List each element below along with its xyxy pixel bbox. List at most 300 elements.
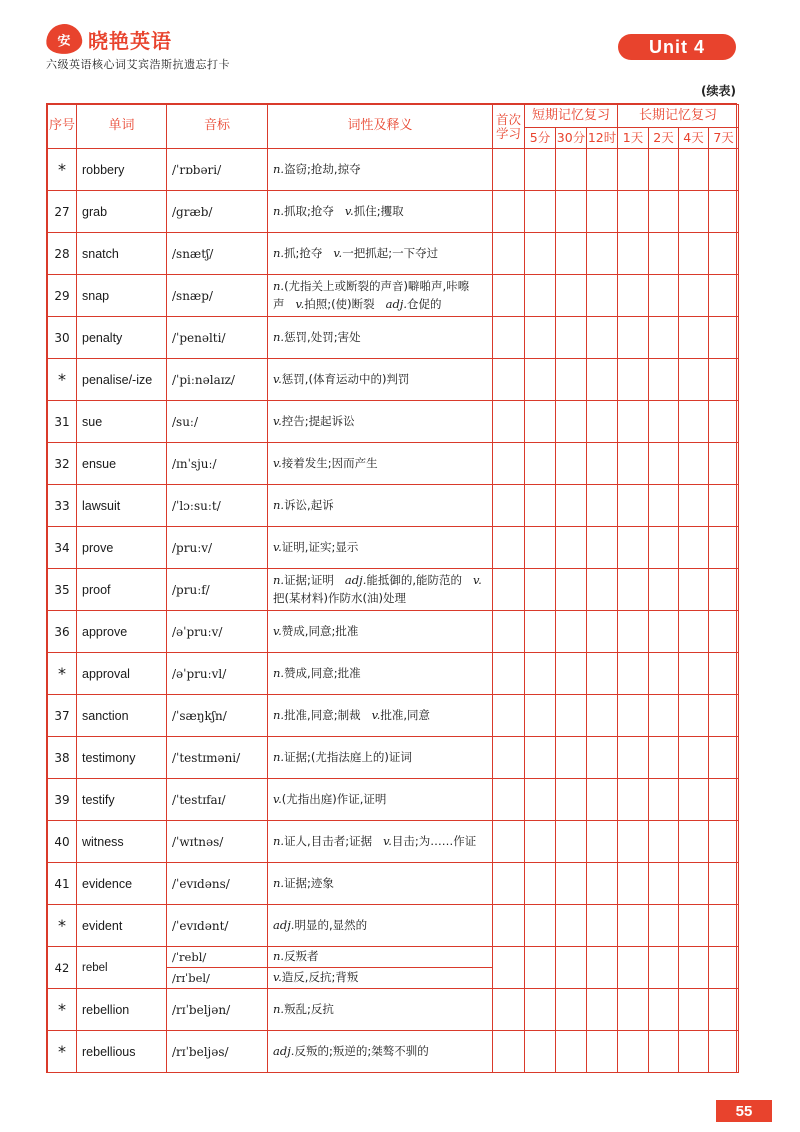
checkbox-review-5min[interactable] xyxy=(525,191,556,233)
checkbox-review-12h[interactable] xyxy=(587,947,618,989)
checkbox-review-2day[interactable] xyxy=(649,737,679,779)
checkbox-review-5min[interactable] xyxy=(525,275,556,317)
phonetic: /pruːf/ xyxy=(167,569,268,611)
checkbox-review-1day[interactable] xyxy=(618,779,649,821)
checkbox-review-30min[interactable] xyxy=(556,905,587,947)
definition xyxy=(268,821,493,863)
checkbox-review-12h[interactable] xyxy=(587,1031,618,1073)
part-of-speech: v. xyxy=(273,791,282,806)
checkbox-review-4day[interactable] xyxy=(679,527,709,569)
definition xyxy=(268,317,493,359)
checkbox-review-30min[interactable] xyxy=(556,695,587,737)
checkbox-review-7day[interactable] xyxy=(709,905,739,947)
checkbox-review-2day[interactable] xyxy=(649,695,679,737)
row-index: 38 xyxy=(48,737,77,779)
phonetic: /ˈpenəlti/ xyxy=(167,317,268,359)
checkbox-review-2day[interactable] xyxy=(649,905,679,947)
meaning-text: 证明,证实;显示 xyxy=(281,539,359,554)
checkbox-review-2day[interactable] xyxy=(649,611,679,653)
checkbox-review-12h[interactable] xyxy=(587,485,618,527)
checkbox-review-5min[interactable] xyxy=(525,695,556,737)
meaning-text: 批准,同意;制裁 xyxy=(284,707,361,722)
row-index: 27 xyxy=(48,191,77,233)
table-row xyxy=(48,233,739,275)
checkbox-review-30min[interactable] xyxy=(556,233,587,275)
table-row xyxy=(48,611,739,653)
row-index: 30 xyxy=(48,317,77,359)
checkbox-review-2day[interactable] xyxy=(649,275,679,317)
checkbox-review-1day[interactable] xyxy=(618,611,649,653)
table-row xyxy=(48,401,739,443)
part-of-speech: v. xyxy=(273,413,282,428)
checkbox-review-30min[interactable] xyxy=(556,359,587,401)
checkbox-review-1day[interactable] xyxy=(618,149,649,191)
phonetic: /rɪˈbeljən/ xyxy=(167,989,268,1031)
checkbox-review-7day[interactable] xyxy=(709,989,739,1031)
checkbox-review-5min[interactable] xyxy=(525,233,556,275)
checkbox-review-7day[interactable] xyxy=(709,611,739,653)
checkbox-review-5min[interactable] xyxy=(525,653,556,695)
checkbox-review-1day[interactable] xyxy=(618,947,649,989)
checkbox-first-study[interactable] xyxy=(493,149,525,191)
checkbox-review-4day[interactable] xyxy=(679,443,709,485)
part-of-speech: adj. xyxy=(273,1043,295,1058)
meaning-text: 把(某材料)作防水(油)处理 xyxy=(273,590,406,605)
checkbox-review-12h[interactable] xyxy=(587,737,618,779)
checkbox-review-5min[interactable] xyxy=(525,863,556,905)
checkbox-review-1day[interactable] xyxy=(618,527,649,569)
checkbox-review-30min[interactable] xyxy=(556,443,587,485)
header-30min: 30分 xyxy=(556,128,587,149)
row-index: 37 xyxy=(48,695,77,737)
checkbox-review-4day[interactable] xyxy=(679,905,709,947)
checkbox-first-study[interactable] xyxy=(493,653,525,695)
checkbox-review-5min[interactable] xyxy=(525,905,556,947)
checkbox-first-study[interactable] xyxy=(493,989,525,1031)
checkbox-review-4day[interactable] xyxy=(679,569,709,611)
checkbox-review-12h[interactable] xyxy=(587,779,618,821)
row-index: * xyxy=(48,359,77,401)
checkbox-review-30min[interactable] xyxy=(556,653,587,695)
checkbox-review-4day[interactable] xyxy=(679,1031,709,1073)
phonetic: /ˈtestɪməni/ xyxy=(167,737,268,779)
word: penalise/-ize xyxy=(77,359,167,401)
part-of-speech: adj. xyxy=(344,572,367,587)
checkbox-first-study[interactable] xyxy=(493,821,525,863)
table-row xyxy=(48,905,739,947)
checkbox-review-1day[interactable] xyxy=(618,653,649,695)
header-1day: 1天 xyxy=(618,128,649,149)
checkbox-review-12h[interactable] xyxy=(587,359,618,401)
checkbox-first-study[interactable] xyxy=(493,947,525,989)
vocabulary-table xyxy=(46,103,737,1073)
checkbox-review-5min[interactable] xyxy=(525,779,556,821)
checkbox-review-30min[interactable] xyxy=(556,191,587,233)
word: ensue xyxy=(77,443,167,485)
checkbox-review-4day[interactable] xyxy=(679,821,709,863)
header-7day: 7天 xyxy=(709,128,739,149)
checkbox-review-12h[interactable] xyxy=(587,905,618,947)
phonetic: /ˈevɪdənt/ xyxy=(167,905,268,947)
meaning-text: 惩罚,(体育运动中的)判罚 xyxy=(281,371,410,386)
word: sanction xyxy=(77,695,167,737)
checkbox-review-4day[interactable] xyxy=(679,317,709,359)
checkbox-review-2day[interactable] xyxy=(649,569,679,611)
row-index: * xyxy=(48,653,77,695)
checkbox-review-1day[interactable] xyxy=(618,401,649,443)
table-row xyxy=(48,1031,739,1073)
checkbox-review-5min[interactable] xyxy=(525,569,556,611)
checkbox-review-5min[interactable] xyxy=(525,611,556,653)
word: penalty xyxy=(77,317,167,359)
checkbox-review-2day[interactable] xyxy=(649,233,679,275)
word: rebellion xyxy=(77,989,167,1031)
definition xyxy=(268,191,493,233)
table-row xyxy=(48,527,739,569)
table-row xyxy=(48,821,739,863)
checkbox-first-study[interactable] xyxy=(493,779,525,821)
checkbox-review-7day[interactable] xyxy=(709,653,739,695)
checkbox-review-1day[interactable] xyxy=(618,485,649,527)
checkbox-review-5min[interactable] xyxy=(525,947,556,989)
checkbox-review-5min[interactable] xyxy=(525,485,556,527)
checkbox-review-30min[interactable] xyxy=(556,1031,587,1073)
table-row xyxy=(48,275,739,317)
header-12h: 12时 xyxy=(587,128,618,149)
checkbox-review-30min[interactable] xyxy=(556,821,587,863)
checkbox-review-4day[interactable] xyxy=(679,779,709,821)
checkbox-review-4day[interactable] xyxy=(679,191,709,233)
checkbox-first-study[interactable] xyxy=(493,317,525,359)
checkbox-review-2day[interactable] xyxy=(649,947,679,989)
meaning-text: 能抵御的,能防范的 xyxy=(366,572,463,587)
checkbox-review-30min[interactable] xyxy=(556,737,587,779)
word: approval xyxy=(77,653,167,695)
checkbox-review-2day[interactable] xyxy=(649,191,679,233)
header-short-review: 短期记忆复习 xyxy=(525,105,618,128)
checkbox-review-30min[interactable] xyxy=(556,527,587,569)
definition xyxy=(268,695,493,737)
checkbox-first-study[interactable] xyxy=(493,905,525,947)
checkbox-first-study[interactable] xyxy=(493,359,525,401)
checkbox-review-30min[interactable] xyxy=(556,611,587,653)
checkbox-review-5min[interactable] xyxy=(525,1031,556,1073)
checkbox-review-4day[interactable] xyxy=(679,611,709,653)
book-subtitle: 六级英语核心词艾宾浩斯抗遗忘打卡 xyxy=(46,58,230,71)
meaning-text: 一把抓起;一下夺过 xyxy=(342,245,439,260)
part-of-speech: v. xyxy=(273,970,282,985)
meaning-text: 证据;证明 xyxy=(284,572,334,587)
checkbox-first-study[interactable] xyxy=(493,1031,525,1073)
header-index: 序号 xyxy=(48,105,77,149)
row-index: 42 xyxy=(48,947,77,989)
checkbox-review-7day[interactable] xyxy=(709,779,739,821)
checkbox-review-4day[interactable] xyxy=(679,863,709,905)
meaning-text: 证据;迹象 xyxy=(284,875,334,890)
checkbox-review-1day[interactable] xyxy=(618,569,649,611)
checkbox-review-1day[interactable] xyxy=(618,989,649,1031)
part-of-speech: n. xyxy=(273,707,285,722)
row-index: * xyxy=(48,905,77,947)
checkbox-review-30min[interactable] xyxy=(556,947,587,989)
checkbox-review-7day[interactable] xyxy=(709,863,739,905)
row-index: 33 xyxy=(48,485,77,527)
checkbox-review-5min[interactable] xyxy=(525,527,556,569)
checkbox-review-7day[interactable] xyxy=(709,947,739,989)
checkbox-review-1day[interactable] xyxy=(618,863,649,905)
checkbox-review-30min[interactable] xyxy=(556,275,587,317)
checkbox-review-1day[interactable] xyxy=(618,233,649,275)
definition xyxy=(268,149,493,191)
checkbox-review-7day[interactable] xyxy=(709,317,739,359)
checkbox-review-7day[interactable] xyxy=(709,569,739,611)
checkbox-review-5min[interactable] xyxy=(525,737,556,779)
checkbox-review-12h[interactable] xyxy=(587,317,618,359)
meaning-text: 接着发生;因而产生 xyxy=(281,455,378,470)
phonetic: /snæp/ xyxy=(167,275,268,317)
checkbox-first-study[interactable] xyxy=(493,275,525,317)
checkbox-review-7day[interactable] xyxy=(709,443,739,485)
definition xyxy=(268,947,493,968)
checkbox-first-study[interactable] xyxy=(493,233,525,275)
meaning-text: 抓取;抢夺 xyxy=(284,203,334,218)
header-5min: 5分 xyxy=(525,128,556,149)
continued-label: (续表) xyxy=(701,84,736,98)
row-index: * xyxy=(48,1031,77,1073)
checkbox-review-30min[interactable] xyxy=(556,863,587,905)
checkbox-first-study[interactable] xyxy=(493,191,525,233)
word: evident xyxy=(77,905,167,947)
checkbox-review-30min[interactable] xyxy=(556,317,587,359)
header-long-review: 长期记忆复习 xyxy=(618,105,739,128)
checkbox-review-2day[interactable] xyxy=(649,485,679,527)
definition xyxy=(268,485,493,527)
header-ipa: 音标 xyxy=(167,105,268,149)
checkbox-review-12h[interactable] xyxy=(587,611,618,653)
checkbox-review-7day[interactable] xyxy=(709,191,739,233)
row-index: 31 xyxy=(48,401,77,443)
table-row xyxy=(48,863,739,905)
checkbox-review-12h[interactable] xyxy=(587,443,618,485)
checkbox-review-7day[interactable] xyxy=(709,233,739,275)
logo-mark: 安 xyxy=(45,22,84,56)
row-index: * xyxy=(48,149,77,191)
checkbox-review-12h[interactable] xyxy=(587,527,618,569)
checkbox-review-2day[interactable] xyxy=(649,779,679,821)
checkbox-review-1day[interactable] xyxy=(618,695,649,737)
checkbox-review-12h[interactable] xyxy=(587,653,618,695)
row-index: * xyxy=(48,989,77,1031)
checkbox-review-5min[interactable] xyxy=(525,821,556,863)
part-of-speech: n. xyxy=(273,833,285,848)
checkbox-first-study[interactable] xyxy=(493,611,525,653)
header-definition: 词性及释义 xyxy=(268,105,493,149)
checkbox-review-5min[interactable] xyxy=(525,401,556,443)
row-index: 29 xyxy=(48,275,77,317)
table-row xyxy=(48,317,739,359)
phonetic: /ɪnˈsjuː/ xyxy=(167,443,268,485)
checkbox-review-2day[interactable] xyxy=(649,653,679,695)
part-of-speech: n. xyxy=(273,329,285,344)
header-4day: 4天 xyxy=(679,128,709,149)
checkbox-review-2day[interactable] xyxy=(649,1031,679,1073)
table-row xyxy=(48,569,739,611)
checkbox-review-5min[interactable] xyxy=(525,443,556,485)
checkbox-review-4day[interactable] xyxy=(679,485,709,527)
checkbox-review-7day[interactable] xyxy=(709,527,739,569)
checkbox-review-2day[interactable] xyxy=(649,317,679,359)
phonetic: /rɪˈbel/ xyxy=(167,968,268,989)
checkbox-review-2day[interactable] xyxy=(649,863,679,905)
definition xyxy=(268,611,493,653)
word: testify xyxy=(77,779,167,821)
checkbox-first-study[interactable] xyxy=(493,443,525,485)
checkbox-review-4day[interactable] xyxy=(679,989,709,1031)
part-of-speech: n. xyxy=(273,665,285,680)
checkbox-review-2day[interactable] xyxy=(649,401,679,443)
checkbox-review-30min[interactable] xyxy=(556,401,587,443)
definition xyxy=(268,737,493,779)
checkbox-review-12h[interactable] xyxy=(587,233,618,275)
checkbox-review-12h[interactable] xyxy=(587,149,618,191)
checkbox-review-12h[interactable] xyxy=(587,821,618,863)
part-of-speech: adj. xyxy=(273,917,295,932)
checkbox-review-5min[interactable] xyxy=(525,317,556,359)
checkbox-review-30min[interactable] xyxy=(556,989,587,1031)
checkbox-review-12h[interactable] xyxy=(587,989,618,1031)
phonetic: /snætʃ/ xyxy=(167,233,268,275)
checkbox-review-1day[interactable] xyxy=(618,905,649,947)
part-of-speech: n. xyxy=(273,749,285,764)
checkbox-first-study[interactable] xyxy=(493,401,525,443)
meaning-text: 控告;提起诉讼 xyxy=(281,413,355,428)
definition xyxy=(268,779,493,821)
checkbox-review-12h[interactable] xyxy=(587,569,618,611)
checkbox-review-1day[interactable] xyxy=(618,1031,649,1073)
row-index: 32 xyxy=(48,443,77,485)
meaning-text: 赞成,同意;批准 xyxy=(281,623,359,638)
part-of-speech: n. xyxy=(273,203,285,218)
page-number: 55 xyxy=(716,1100,772,1122)
checkbox-review-1day[interactable] xyxy=(618,443,649,485)
part-of-speech: n. xyxy=(273,161,285,176)
checkbox-review-1day[interactable] xyxy=(618,191,649,233)
checkbox-review-30min[interactable] xyxy=(556,569,587,611)
checkbox-review-7day[interactable] xyxy=(709,359,739,401)
definition xyxy=(268,1031,493,1073)
part-of-speech: n. xyxy=(273,245,285,260)
meaning-text: 抓;抢夺 xyxy=(284,245,323,260)
checkbox-review-12h[interactable] xyxy=(587,863,618,905)
checkbox-review-2day[interactable] xyxy=(649,149,679,191)
definition xyxy=(268,569,493,611)
checkbox-review-4day[interactable] xyxy=(679,947,709,989)
checkbox-review-5min[interactable] xyxy=(525,359,556,401)
unit-badge: Unit 4 xyxy=(618,34,736,60)
phonetic: /əˈpruːvl/ xyxy=(167,653,268,695)
checkbox-review-7day[interactable] xyxy=(709,737,739,779)
checkbox-first-study[interactable] xyxy=(493,863,525,905)
word: grab xyxy=(77,191,167,233)
definition xyxy=(268,233,493,275)
checkbox-review-7day[interactable] xyxy=(709,695,739,737)
checkbox-review-2day[interactable] xyxy=(649,359,679,401)
part-of-speech: n. xyxy=(273,1001,285,1016)
word: rebellious xyxy=(77,1031,167,1073)
checkbox-review-4day[interactable] xyxy=(679,359,709,401)
checkbox-review-2day[interactable] xyxy=(649,443,679,485)
word: testimony xyxy=(77,737,167,779)
checkbox-review-2day[interactable] xyxy=(649,821,679,863)
definition xyxy=(268,905,493,947)
checkbox-review-12h[interactable] xyxy=(587,401,618,443)
table-row xyxy=(48,653,739,695)
checkbox-review-30min[interactable] xyxy=(556,485,587,527)
checkbox-review-1day[interactable] xyxy=(618,359,649,401)
checkbox-review-7day[interactable] xyxy=(709,1031,739,1073)
checkbox-review-5min[interactable] xyxy=(525,149,556,191)
definition xyxy=(268,653,493,695)
definition xyxy=(268,968,493,989)
checkbox-review-5min[interactable] xyxy=(525,989,556,1031)
checkbox-review-7day[interactable] xyxy=(709,821,739,863)
checkbox-review-7day[interactable] xyxy=(709,149,739,191)
checkbox-review-12h[interactable] xyxy=(587,191,618,233)
meaning-text: 批准,同意 xyxy=(380,707,431,722)
meaning-text: 拍照;(使)断裂 xyxy=(304,296,375,311)
checkbox-review-2day[interactable] xyxy=(649,989,679,1031)
row-index: 41 xyxy=(48,863,77,905)
checkbox-review-4day[interactable] xyxy=(679,737,709,779)
checkbox-review-7day[interactable] xyxy=(709,401,739,443)
part-of-speech: n. xyxy=(273,949,285,964)
checkbox-review-1day[interactable] xyxy=(618,737,649,779)
checkbox-first-study[interactable] xyxy=(493,695,525,737)
word: sue xyxy=(77,401,167,443)
checkbox-review-4day[interactable] xyxy=(679,275,709,317)
checkbox-review-4day[interactable] xyxy=(679,401,709,443)
word: snatch xyxy=(77,233,167,275)
checkbox-review-4day[interactable] xyxy=(679,233,709,275)
meaning-text: 反叛的;叛逆的;桀骜不驯的 xyxy=(294,1043,429,1058)
checkbox-review-4day[interactable] xyxy=(679,695,709,737)
checkbox-first-study[interactable] xyxy=(493,737,525,779)
part-of-speech: n. xyxy=(273,497,285,512)
checkbox-first-study[interactable] xyxy=(493,485,525,527)
checkbox-review-7day[interactable] xyxy=(709,275,739,317)
part-of-speech: n. xyxy=(273,572,285,587)
checkbox-review-12h[interactable] xyxy=(587,275,618,317)
checkbox-review-12h[interactable] xyxy=(587,695,618,737)
meaning-text: 反叛者 xyxy=(284,949,319,964)
checkbox-first-study[interactable] xyxy=(493,569,525,611)
checkbox-review-1day[interactable] xyxy=(618,317,649,359)
word: snap xyxy=(77,275,167,317)
checkbox-review-2day[interactable] xyxy=(649,527,679,569)
checkbox-review-1day[interactable] xyxy=(618,821,649,863)
header-2day: 2天 xyxy=(649,128,679,149)
checkbox-review-4day[interactable] xyxy=(679,149,709,191)
phonetic: /ˈrebl/ xyxy=(167,947,268,968)
checkbox-review-1day[interactable] xyxy=(618,275,649,317)
definition xyxy=(268,275,493,317)
checkbox-review-30min[interactable] xyxy=(556,779,587,821)
checkbox-review-7day[interactable] xyxy=(709,485,739,527)
checkbox-first-study[interactable] xyxy=(493,527,525,569)
checkbox-review-4day[interactable] xyxy=(679,653,709,695)
checkbox-review-30min[interactable] xyxy=(556,149,587,191)
part-of-speech: v. xyxy=(273,455,282,470)
